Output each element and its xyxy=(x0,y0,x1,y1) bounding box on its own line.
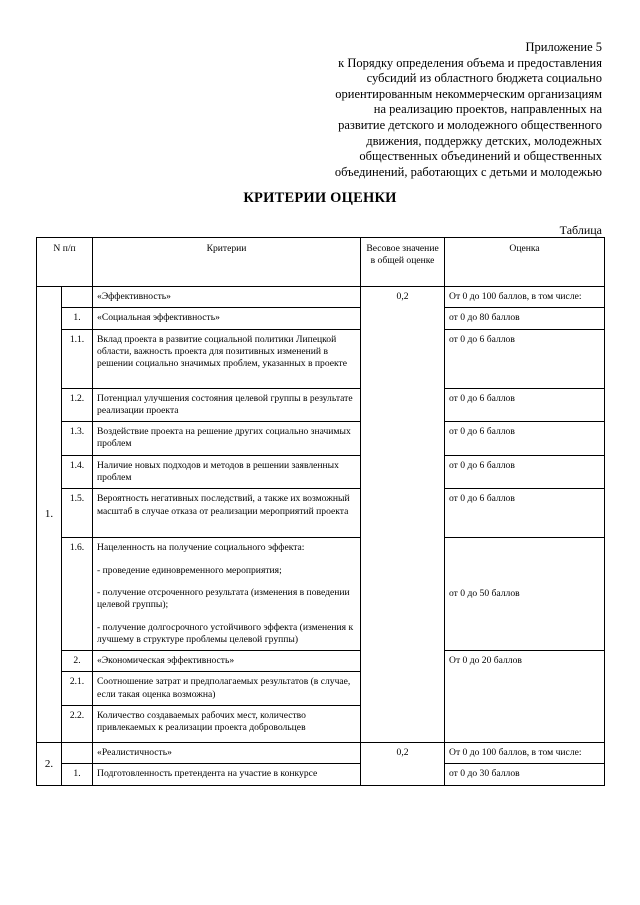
row-score: от 0 до 50 баллов xyxy=(445,538,605,651)
row-criteria: Количество создаваемых рабочих мест, количество привлекаемых к реализации проекта добровольцев xyxy=(93,706,361,743)
row-score: от 0 до 6 баллов xyxy=(445,388,605,422)
row-criteria: «Эффективность» xyxy=(93,287,361,308)
table-row xyxy=(37,764,605,785)
table-header-row xyxy=(37,238,605,287)
criteria-part: - получение долгосрочного устойчивого эффекта (изменения к лучшему в структуре проблемы целевой группы) xyxy=(97,621,354,645)
header-criteria: Критерии xyxy=(93,238,361,287)
row-criteria: «Социальная эффективность» xyxy=(93,308,361,329)
row-number: 1.2. xyxy=(62,388,93,422)
table-row xyxy=(37,308,605,329)
header-line: общественных объединений и общественных xyxy=(359,149,602,164)
row-criteria: Воздействие проекта на решение других социально значимых проблем xyxy=(93,422,361,456)
header-line: к Порядку определения объема и предоставления xyxy=(338,55,602,70)
row-criteria: Вклад проекта в развитие социальной политики Липецкой области, важность проекта для позитивных изменений в решении социально значимых проблем, указанных в проекте xyxy=(93,329,361,388)
row-criteria: Подготовленность претендента на участие в конкурсе xyxy=(93,764,361,785)
row-weight: 0,2 xyxy=(361,287,445,743)
table-row xyxy=(37,388,605,422)
row-score: от 0 до 30 баллов xyxy=(445,764,605,785)
criteria-part: - получение отсроченного результата (изменения в поведении целевой группы); xyxy=(97,586,350,611)
row-score: От 0 до 100 баллов, в том числе: xyxy=(445,287,605,308)
header-line: движения, поддержку детских, молодежных xyxy=(366,133,602,148)
row-score: От 0 до 20 баллов xyxy=(445,651,605,743)
header-line: развитие детского и молодежного общественного xyxy=(338,117,602,132)
row-score: от 0 до 6 баллов xyxy=(445,455,605,489)
row-number: 2.2. xyxy=(62,706,93,743)
row-criteria: Наличие новых подходов и методов в решении заявленных проблем xyxy=(93,455,361,489)
header-score: Оценка xyxy=(445,238,605,287)
row-score: От 0 до 100 баллов, в том числе: xyxy=(445,743,605,764)
table-row xyxy=(37,538,605,651)
criteria-part: - проведение единовременного мероприятия; xyxy=(97,564,282,576)
row-weight: 0,2 xyxy=(361,743,445,786)
row-number xyxy=(62,743,93,764)
row-number: 2. xyxy=(62,651,93,672)
criteria-table xyxy=(36,237,605,786)
table-row xyxy=(37,329,605,388)
row-score: от 0 до 6 баллов xyxy=(445,422,605,456)
table-row xyxy=(37,743,605,764)
row-number: 1.1. xyxy=(62,329,93,388)
row-number: 1. xyxy=(62,308,93,329)
header-line: ориентированным некоммерческим организациям xyxy=(335,86,602,101)
row-score: от 0 до 6 баллов xyxy=(445,489,605,538)
table-row xyxy=(37,422,605,456)
header-line: субсидий из областного бюджета социально xyxy=(366,71,602,86)
table-row xyxy=(37,455,605,489)
row-score: от 0 до 80 баллов xyxy=(445,308,605,329)
row-criteria: «Реалистичность» xyxy=(93,743,361,764)
row-number: 1.5. xyxy=(62,489,93,538)
row-number: 1. xyxy=(62,764,93,785)
row-criteria: Соотношение затрат и предполагаемых результатов (в случае, если такая оценка возможна) xyxy=(93,672,361,706)
header-weight: Весовое значение в общей оценке xyxy=(361,238,445,287)
header-num: N п/п xyxy=(37,238,93,287)
table-label: Таблица xyxy=(559,223,602,237)
row-score: от 0 до 6 баллов xyxy=(445,329,605,388)
header-line: объединений, работающих с детьми и молодежью xyxy=(334,164,602,179)
table-row xyxy=(37,651,605,672)
row-criteria xyxy=(93,538,361,651)
table-row xyxy=(37,489,605,538)
header-line: Приложение 5 xyxy=(525,40,602,54)
row-number: 1.6. xyxy=(62,538,93,651)
row-number: 1.3. xyxy=(62,422,93,456)
document-title: КРИТЕРИИ ОЦЕНКИ xyxy=(243,190,397,206)
criteria-part: Нацеленность на получение социального эффекта: xyxy=(97,542,305,554)
section-number: 2. xyxy=(37,743,62,786)
row-number: 2.1. xyxy=(62,672,93,706)
row-criteria: «Экономическая эффективность» xyxy=(93,651,361,672)
appendix-header xyxy=(272,40,602,180)
row-number: 1.4. xyxy=(62,455,93,489)
header-line: на реализацию проектов, направленных на xyxy=(373,102,602,117)
row-criteria: Потенциал улучшения состояния целевой группы в результате реализации проекта xyxy=(93,388,361,422)
row-number xyxy=(62,287,93,308)
table-row xyxy=(37,287,605,308)
section-number: 1. xyxy=(37,287,62,743)
row-criteria: Вероятность негативных последствий, а также их возможный масштаб в случае отказа от реализации мероприятий проекта xyxy=(93,489,361,538)
